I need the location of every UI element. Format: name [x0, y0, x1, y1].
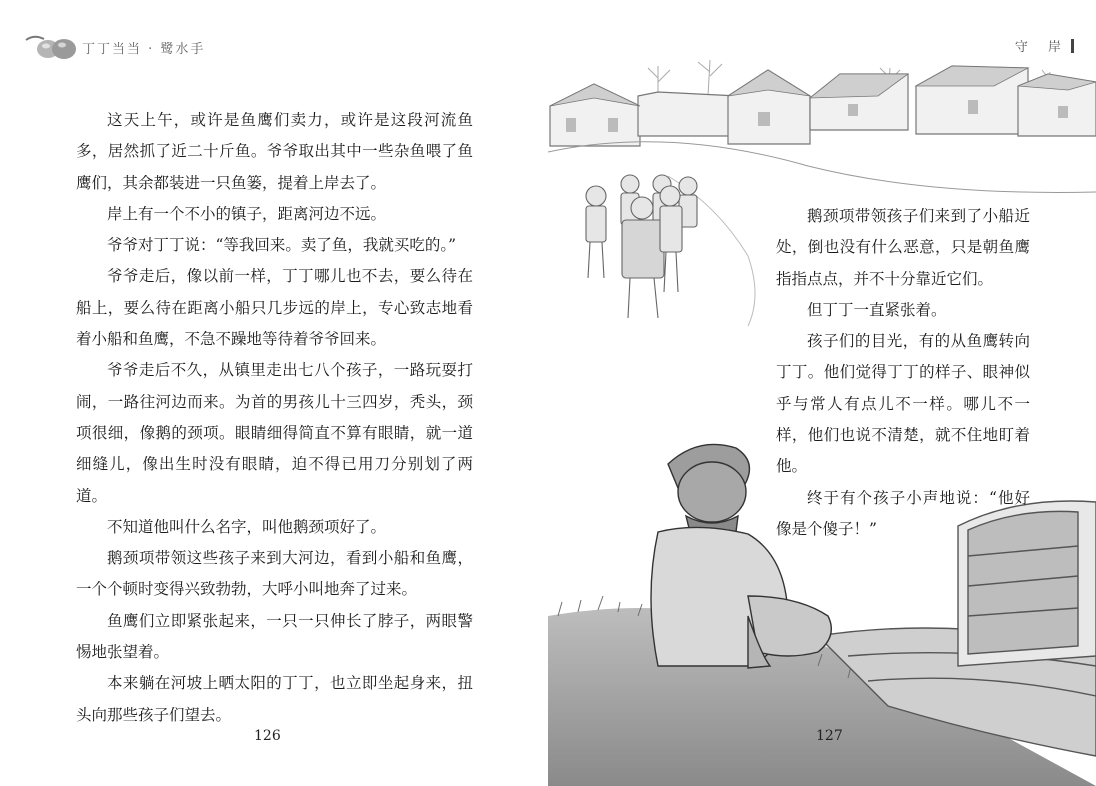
paragraph: 不知道他叫什么名字，叫他鹅颈项好了。 [107, 517, 387, 536]
paragraph: 孩子们的目光，有的从鱼鹰转向丁丁。他们觉得丁丁的样子、眼神似乎与常人有点儿不一样。哪儿不一样，他们也说不清楚，就不住地盯着他。 [776, 332, 1030, 476]
chapter-title: 守 岸 [1014, 40, 1069, 55]
left-body-text [76, 105, 473, 731]
running-header-right [1015, 36, 1074, 55]
paragraph: 但丁丁一直紧张着。 [807, 300, 947, 319]
paragraph: 爷爷对丁丁说：“等我回来。卖了鱼，我就买吃的。” [107, 236, 457, 255]
series-title: 丁丁当当 · 鹭水手 [82, 41, 206, 57]
paragraph: 鹅颈项带领孩子们来到了小船近处，倒也没有什么恶意，只是朝鱼鹰指指点点，并不十分靠近它们。 [776, 207, 1030, 288]
paragraph: 终于有个孩子小声地说：“他好像是个傻子！” [776, 488, 1030, 538]
paragraph: 岸上有一个不小的镇子，距离河边不远。 [107, 204, 387, 223]
paragraph: 这天上午，或许是鱼鹰们卖力，或许是这段河流鱼多，居然抓了近二十斤鱼。爷爷取出其中一些杂鱼喂了鱼鹰们，其余都装进一只鱼篓，提着上岸去了。 [76, 111, 473, 192]
paragraph: 鹅颈项带领这些孩子来到大河边，看到小船和鱼鹰，一个个顿时变得兴致勃勃，大呼小叫地奔了过来。 [76, 549, 473, 599]
header-bar-marker [1071, 39, 1074, 53]
paragraph: 鱼鹰们立即紧张起来，一只一只伸长了脖子，两眼警惕地张望着。 [76, 611, 473, 662]
paragraph: 本来躺在河坡上晒太阳的丁丁，也立即坐起身来，扭头向那些孩子们望去。 [76, 674, 473, 724]
running-header-left [24, 30, 205, 64]
right-body-text [776, 201, 1030, 545]
paragraph: 爷爷走后不久，从镇里走出七八个孩子，一路玩耍打闹，一路往河边而来。为首的男孩儿十三四岁，秃头，颈项很细，像鹅的颈项。眼睛细得简直不算有眼睛，就一道细缝儿，像出生时没有眼睛，迫不得已用刀分别划了两道。 [76, 361, 473, 505]
right-page [548, 0, 1096, 786]
paragraph: 爷爷走后，像以前一样，丁丁哪儿也不去，要么待在船上，要么待在距离小船只几步远的岸上，专心致志地看着小船和鱼鹰，不急不躁地等待着爷爷回来。 [76, 267, 473, 349]
page-number-right: 127 [816, 728, 843, 744]
gourd-logo-icon [24, 32, 78, 62]
page-number-left: 126 [254, 728, 281, 744]
